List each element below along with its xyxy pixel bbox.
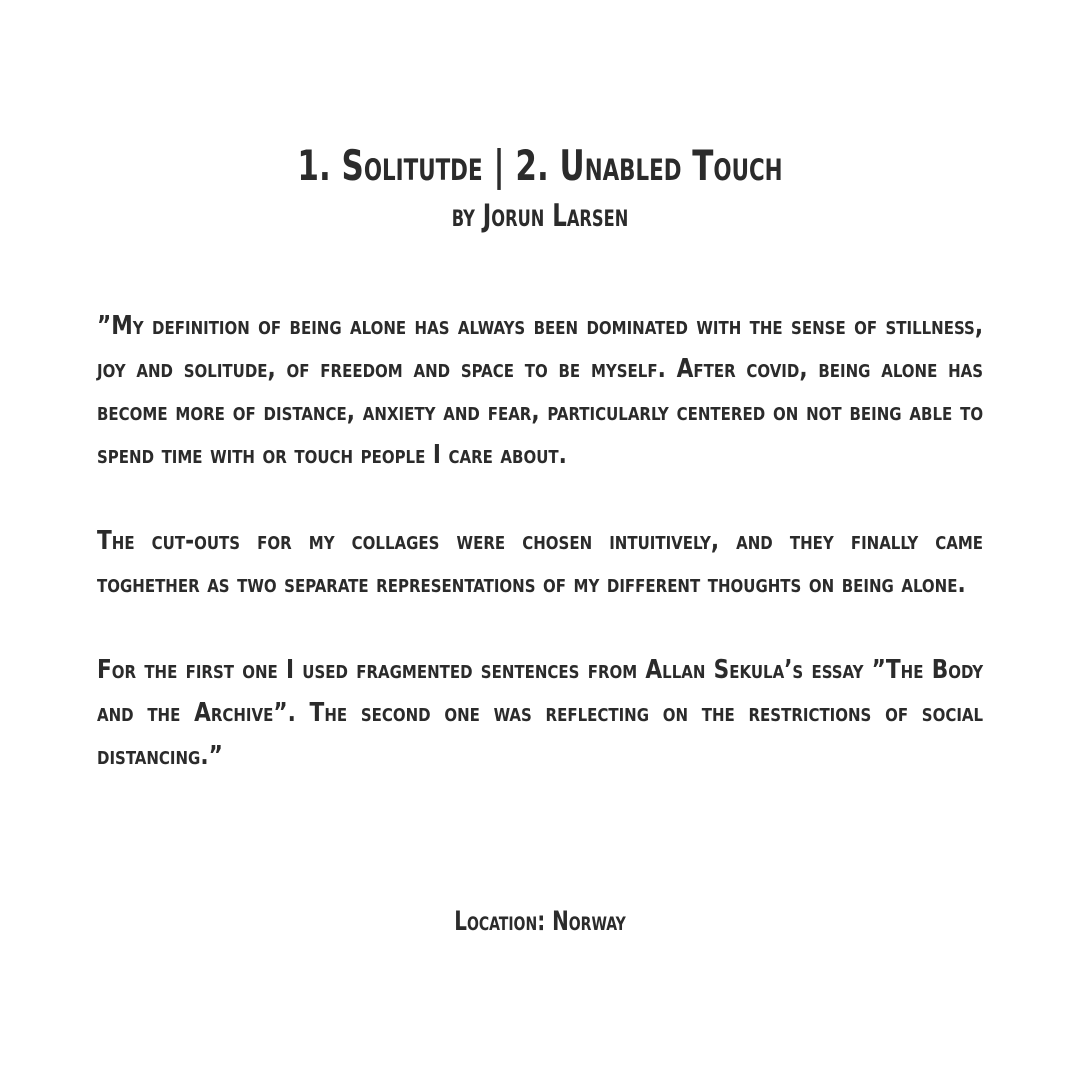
artist-byline: by Jorun Larsen	[451, 198, 629, 234]
statement-paragraph-2-text: The cut-outs for my collages were chosen intuitively, and they finally came toghether as two separate representations of my different thoughts on being alone.	[97, 526, 984, 599]
statement-paragraph-1	[97, 305, 983, 477]
location-label: Location: Norway	[454, 906, 626, 937]
artist-statement	[97, 305, 983, 821]
statement-paragraph-2	[97, 520, 983, 606]
statement-paragraph-1-text: ”My definition of being alone has always been dominated with the sense of stillness, joy and solitude, of freedom and space to be myself. After covid, being alone has become more of distance, anxiety and fear, particularly centered on not being able to spend time with or touch people I care about.	[97, 311, 984, 470]
artwork-title: 1. Solitutde | 2. Unabled Touch	[297, 141, 783, 190]
statement-paragraph-3	[97, 649, 983, 778]
statement-paragraph-3-text: For the first one I used fragmented sentences from Allan Sekula’s essay ”The Body and the Archive”. The second one was reflecting on the restrictions of social distancing.”	[97, 655, 984, 771]
